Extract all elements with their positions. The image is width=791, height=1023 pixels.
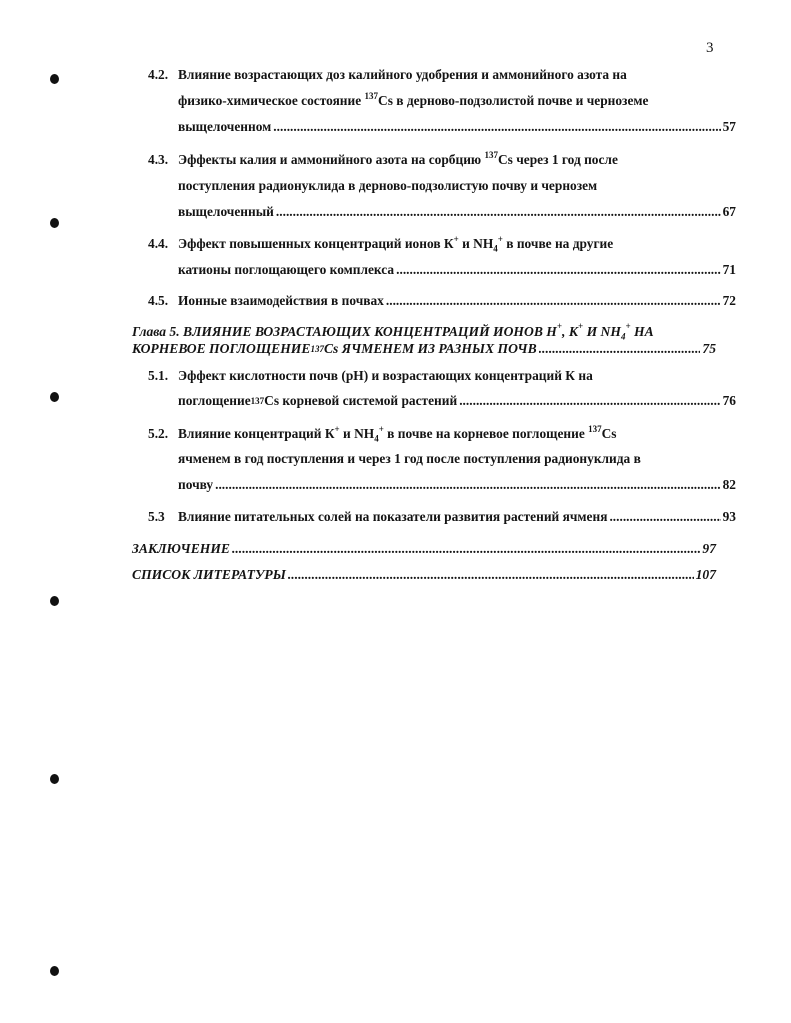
page-ref: 71 <box>722 262 736 277</box>
toc-entry-4-2-line2: физико-химическое состояние $^{137}$Cs в дерново-подзолистой почве и черноземе <box>178 90 649 108</box>
toc-entry-4-5[interactable]: 4.5. Ионные взаимодействия в почвах ..... 72 <box>148 292 736 310</box>
toc-entry-4-4-line1: 4.4. Эффект повышенных концентраций ионов К+ и $NH_4^+$ в почве на другие <box>148 233 614 254</box>
page-ref: 75 <box>702 341 716 356</box>
page-ref: 82 <box>722 477 736 492</box>
page-ref: 97 <box>702 541 716 556</box>
binder-hole-mark <box>50 774 59 784</box>
page-ref: 67 <box>722 204 736 219</box>
binder-hole-mark <box>50 74 59 84</box>
page-ref: 76 <box>722 393 736 408</box>
binder-hole-mark <box>50 966 59 976</box>
page-ref: 57 <box>722 119 736 134</box>
toc-entry-5-2-line2: ячменем в год поступления и через 1 год после поступления радионуклида в <box>178 451 641 466</box>
page-ref: 93 <box>722 509 736 524</box>
chapter-5-heading-line2[interactable]: КОРНЕВОЕ ПОГЛОЩЕНИЕ $^{137}$ Cs ЯЧМЕНЕМ ИЗ РАЗНЫХ ПОЧВ ..... 75 <box>132 340 716 358</box>
toc-entry-5-2-last[interactable]: почву ..... 82 <box>178 476 736 494</box>
toc-entry-5-2-line1: 5.2. Влияние концентраций К+ и $NH_4^+$ в почве на корневое поглощение $^{137}$Cs <box>148 423 617 444</box>
binder-hole-mark <box>50 218 59 228</box>
toc-entry-5-1-last[interactable]: поглощение $^{137}$ Cs корневой системой растений ..... 76 <box>178 392 736 410</box>
toc-entry-5-1-line1: 5.1. Эффект кислотности почв (pH) и возрастающих концентраций К на <box>148 368 593 383</box>
toc-entry-4-3-line1: 4.3. Эффекты калия и аммонийного азота на сорбцию $^{137}$Cs через 1 год после <box>148 149 618 167</box>
toc-references[interactable]: СПИСОК ЛИТЕРАТУРЫ ..... 107 <box>132 566 716 584</box>
toc-entry-4-4-last[interactable]: катионы поглощающего комплекса ..... 71 <box>178 261 736 279</box>
page-ref: 72 <box>722 293 736 308</box>
toc-entry-4-3-last[interactable]: выщелоченный ..... 67 <box>178 203 736 221</box>
toc-entry-5-3[interactable]: 5.3 Влияние питательных солей на показатели развития растений ячменя ..... 93 <box>148 508 736 526</box>
binder-hole-mark <box>50 392 59 402</box>
toc-conclusion[interactable]: ЗАКЛЮЧЕНИЕ ..... 97 <box>132 540 716 558</box>
toc-entry-4-3-line2: поступления радионуклида в дерново-подзолистую почву и чернозем <box>178 178 598 193</box>
chapter-5-heading-line1: Глава 5. ВЛИЯНИЕ ВОЗРАСТАЮЩИХ КОНЦЕНТРАЦИЙ ИОНОВ Н+, К+ И $NH_4^+$ НА <box>132 321 654 342</box>
binder-hole-mark <box>50 596 59 606</box>
page-ref: 107 <box>695 567 716 582</box>
toc-entry-4-2-line1: 4.2. Влияние возрастающих доз калийного удобрения и аммонийного азота на <box>148 67 627 82</box>
toc-entry-4-2-last[interactable]: выщелоченном ..... 57 <box>178 118 736 136</box>
page-number: 3 <box>706 40 714 56</box>
